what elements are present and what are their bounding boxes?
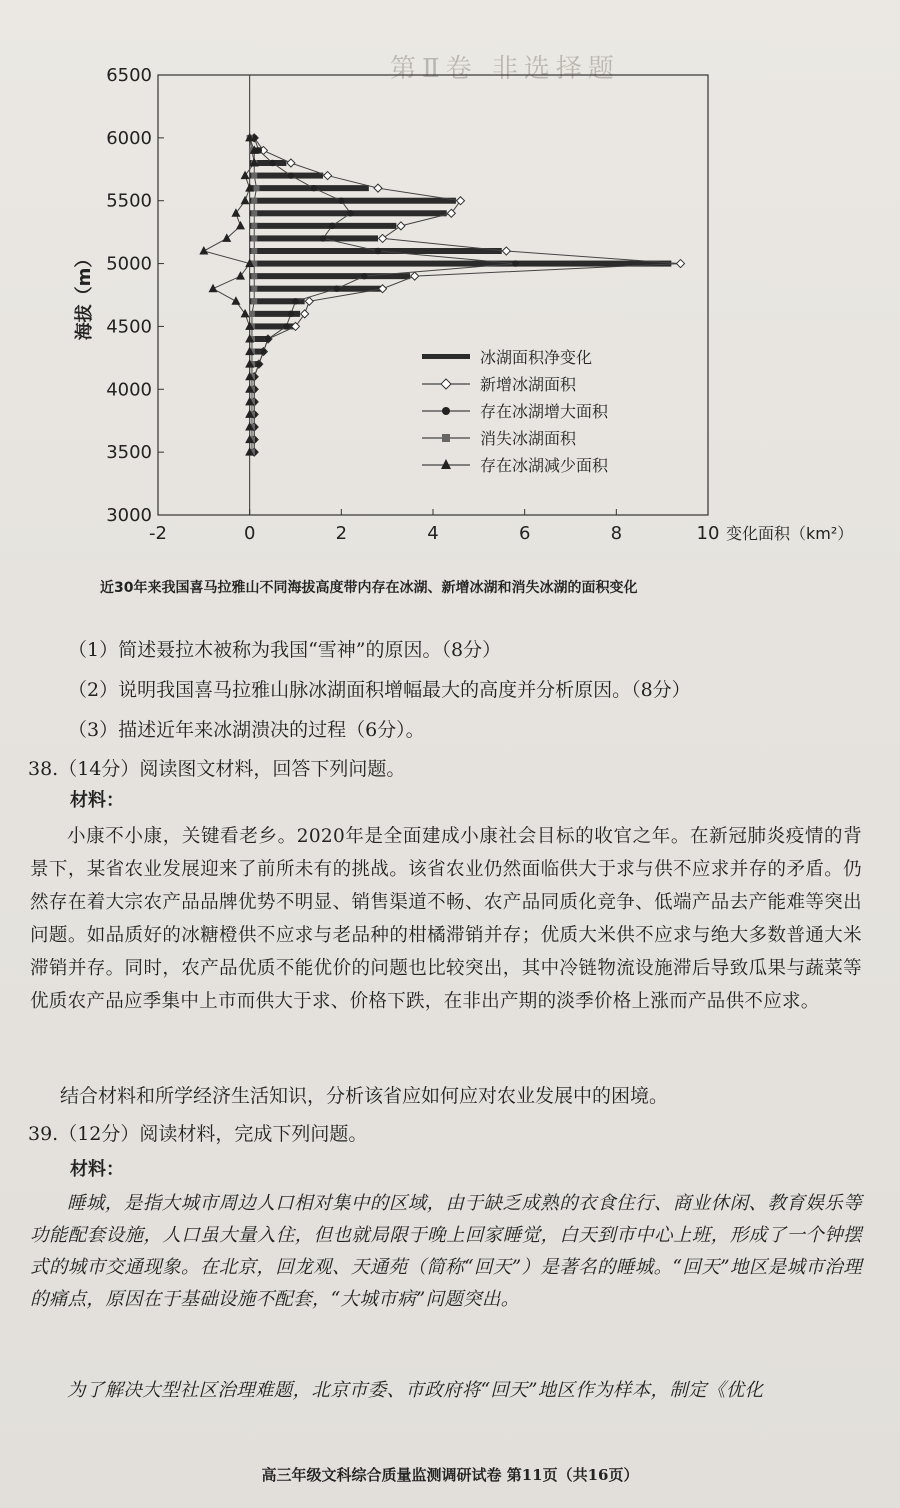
y-tick-label: 4000: [106, 379, 152, 401]
net-change-bar: [250, 223, 397, 229]
chart-svg: [70, 55, 854, 575]
series-line-diamond: [254, 138, 680, 452]
x-tick-label: -2: [149, 523, 167, 544]
point-diamond: [305, 297, 313, 305]
y-tick-label: 6000: [106, 127, 152, 149]
net-change-bar: [250, 235, 378, 241]
material-label-39: 材料：: [70, 1159, 124, 1180]
point-circle: [292, 298, 298, 304]
point-circle: [320, 235, 326, 241]
point-square: [251, 298, 257, 304]
point-square: [251, 210, 257, 216]
point-square: [251, 273, 257, 279]
legend-marker-diamond: [441, 379, 451, 389]
glacier-lake-chart: [70, 55, 854, 575]
point-circle: [256, 361, 262, 367]
plot-frame: [158, 75, 708, 515]
point-diamond: [324, 172, 332, 180]
point-circle: [329, 223, 335, 229]
point-circle: [283, 323, 289, 329]
x-tick-label: 6: [518, 523, 531, 544]
point-diamond: [379, 234, 387, 242]
point-triangle: [236, 221, 245, 230]
x-tick-label: 2: [335, 523, 348, 544]
legend-marker-circle: [442, 407, 450, 415]
point-square: [251, 173, 257, 179]
legend-marker-square: [442, 434, 450, 442]
point-diamond: [447, 209, 455, 217]
point-diamond: [677, 260, 685, 268]
y-tick-label: 3000: [106, 505, 152, 526]
x-tick-label: 4: [427, 523, 439, 544]
point-diamond: [301, 310, 309, 318]
legend-label: 存在冰湖减少面积: [480, 456, 609, 475]
material-39-paragraph-2: 为了解决大型社区治理难题，北京市委、市政府将“回天”地区作为样本，制定《优化: [67, 1380, 764, 1401]
point-circle: [375, 248, 381, 254]
point-circle: [260, 348, 266, 354]
y-tick-label: 3500: [106, 442, 152, 464]
net-change-bar: [250, 261, 672, 267]
point-triangle: [241, 196, 250, 205]
point-square: [251, 235, 257, 241]
point-triangle: [209, 284, 218, 293]
material-39-paragraph-1: 睡城，是指大城市周边人口相对集中的区域，由于缺乏成熟的衣食住行、商业休闲、教育娱乐等功能配套设施，人口虽大量入住，但也就局限于晚上回家睡觉，白天到市中心上班，形成了一个钟摆式的城市交通现象。在北京，回龙观、天通苑（简称“回天”）是著名的睡城。“回天”地区是城市治理的痛点，原因在于基础设施不配套，“大城市病”问题突出。: [30, 1193, 862, 1310]
point-square: [251, 248, 257, 254]
legend-swatch-bar: [422, 354, 470, 359]
y-axis-label: 海拔（m）: [74, 249, 95, 341]
question-38-heading: 38.（14分）阅读图文材料，回答下列问题。: [28, 758, 406, 780]
point-square: [251, 286, 257, 292]
net-change-bar: [250, 173, 323, 179]
point-square: [249, 311, 255, 317]
question-37-2: （2）说明我国喜马拉雅山脉冰湖面积增幅最大的高度并分析原因。（8分）: [68, 679, 691, 701]
point-circle: [347, 210, 353, 216]
question-37-3: （3）描述近年来冰湖溃决的过程（6分）。: [68, 719, 425, 741]
point-diamond: [397, 222, 405, 230]
chart-caption: 近30年来我国喜马拉雅山不同海拔高度带内存在冰湖、新增冰湖和消失冰湖的面积变化: [100, 580, 638, 596]
net-change-bar: [250, 198, 456, 204]
legend-label: 冰湖面积净变化: [480, 348, 593, 367]
point-circle: [334, 286, 340, 292]
bleed-through-section-title: 第Ⅱ卷 非选择题: [390, 54, 620, 84]
point-circle: [311, 185, 317, 191]
point-circle: [338, 198, 344, 204]
point-circle: [269, 160, 275, 166]
point-diamond: [374, 184, 382, 192]
y-tick-label: 5500: [106, 190, 152, 212]
point-diamond: [457, 197, 465, 205]
question-38-task: 结合材料和所学经济生活知识，分析该省应如何应对农业发展中的困境。: [60, 1085, 669, 1107]
point-circle: [288, 172, 294, 178]
x-axis-label: 变化面积（km²）: [726, 524, 854, 543]
point-circle: [265, 336, 271, 342]
y-tick-label: 5000: [106, 253, 152, 275]
point-circle: [512, 260, 518, 266]
x-tick-label: 0: [243, 523, 256, 544]
legend-label: 消失冰湖面积: [480, 429, 577, 448]
point-square: [251, 223, 257, 229]
legend-label: 新增冰湖面积: [480, 375, 577, 394]
point-circle: [361, 273, 367, 279]
page-footer: 高三年级文科综合质量监测调研试卷 第11页（共16页）: [261, 1466, 639, 1484]
legend-label: 存在冰湖增大面积: [480, 402, 609, 421]
point-diamond: [411, 272, 419, 280]
point-triangle: [231, 296, 240, 305]
point-square: [251, 198, 257, 204]
point-diamond: [287, 159, 295, 167]
x-tick-label: 10: [696, 523, 720, 544]
point-triangle: [222, 233, 231, 242]
x-tick-label: 8: [610, 523, 623, 544]
question-37-1: （1）简述聂拉木被称为我国“雪神”的原因。（8分）: [68, 639, 502, 661]
point-triangle: [199, 246, 208, 255]
material-38-text: 小康不小康，关键看老乡。2020年是全面建成小康社会目标的收官之年。在新冠肺炎疫情的背景下，某省农业发展迎来了前所未有的挑战。该省农业仍然面临供大于求与供不应求并存的矛盾。仍然存在着大宗农产品品牌优势不明显、销售渠道不畅、农产品同质化竞争、低端产品去产能难等突出问题。如品质好的冰糖橙供不应求与老品种的柑橘滞销并存；优质大米供不应求与绝大多数普通大米滞销并存。同时，农产品优质不能优价的问题也比较突出，其中冷链物流设施滞后导致瓜果与蔬菜等优质农产品应季集中上市而供大于求、价格下跌，在非出产期的淡季价格上涨而产品供不应求。: [30, 826, 862, 1012]
point-square: [254, 185, 260, 191]
legend-marker-triangle: [441, 459, 451, 469]
y-tick-label: 4500: [106, 316, 152, 338]
material-label-38: 材料：: [70, 790, 124, 811]
series-line-circle: [254, 138, 515, 452]
point-diamond: [502, 247, 510, 255]
point-circle: [288, 311, 294, 317]
question-39-heading: 39.（12分）阅读材料，完成下列问题。: [28, 1123, 368, 1145]
net-change-bar: [250, 286, 383, 292]
y-tick-label: 6500: [106, 65, 152, 86]
